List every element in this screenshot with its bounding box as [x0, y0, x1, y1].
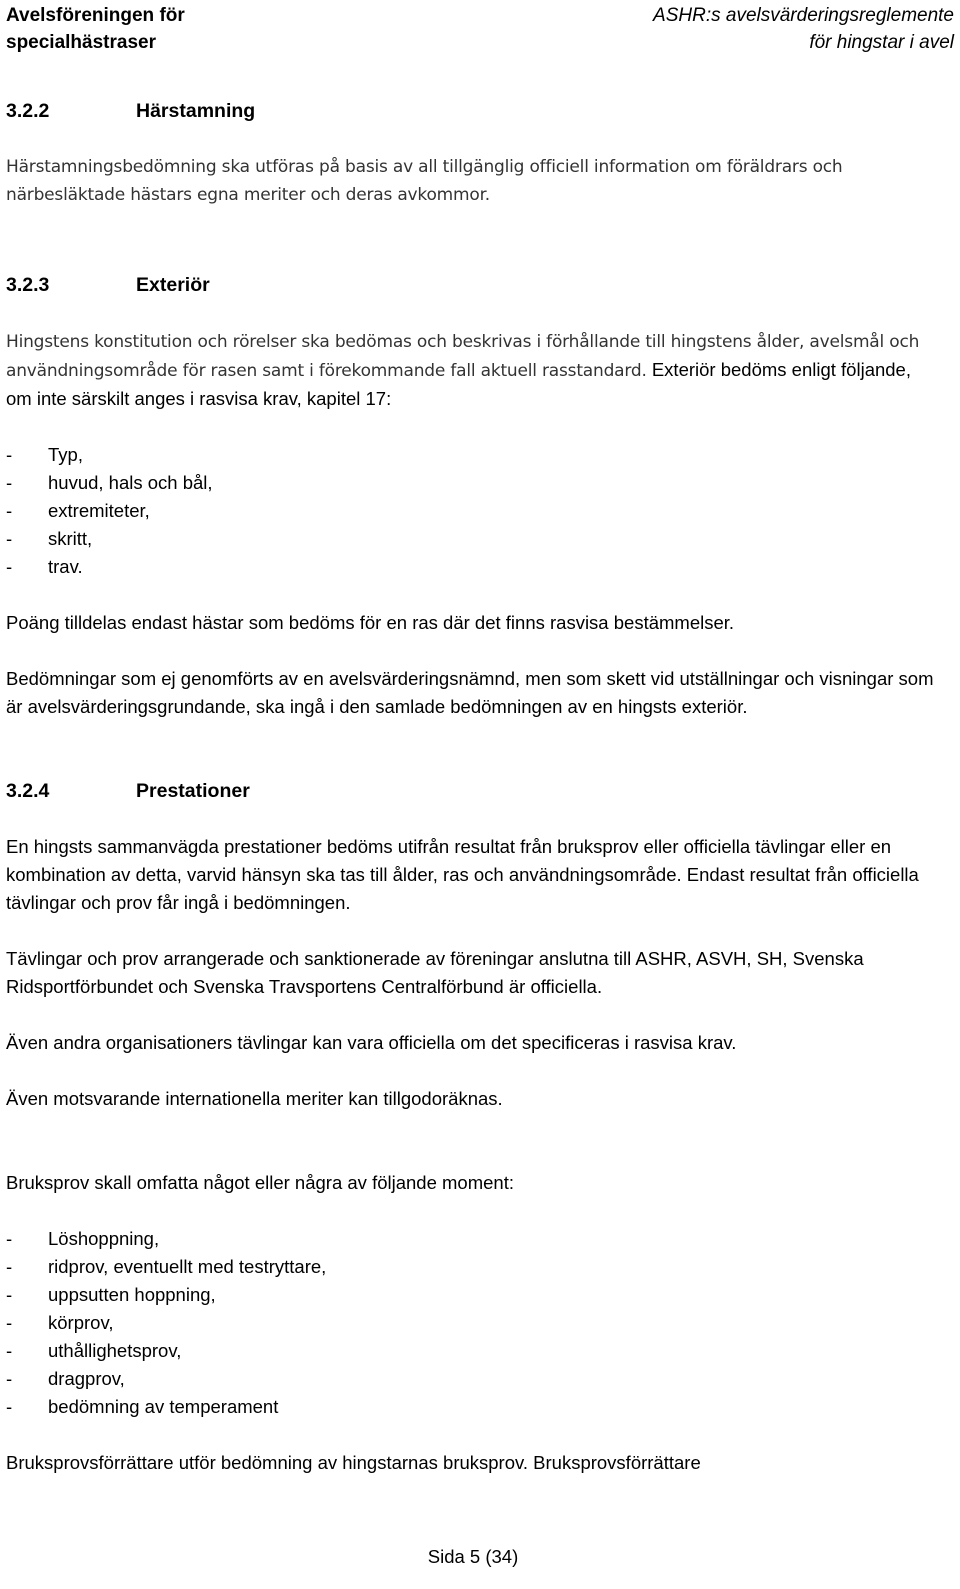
prestationer-paragraph-3: Även andra organisationers tävlingar kan vara officiella om det specificeras i rasvisa krav. — [6, 1032, 737, 1053]
list-item: - skritt, — [6, 528, 93, 549]
exterior-intro-gray-text: Hingstens konstitution och rörelser ska bedömas och beskrivas i förhållande till hingstens ålder, avelsmål och användningsområde för rasen samt i förekommande fall aktuell rasstandard. — [6, 332, 920, 381]
page-footer — [0, 1543, 946, 1571]
list-item: - Typ, — [6, 444, 83, 465]
header-organization — [6, 2, 185, 56]
section-heading-harstamning — [6, 97, 941, 125]
section-title: Prestationer — [136, 780, 250, 802]
list-item: - uppsutten hoppning, — [6, 1284, 216, 1305]
section-heading-prestationer — [6, 777, 941, 805]
page-number: Sida 5 (34) — [427, 1546, 519, 1567]
document-body — [6, 97, 941, 1477]
header-org-line2: specialhästraser — [6, 32, 156, 53]
list-item: - bedömning av temperament — [6, 1396, 279, 1417]
header-doc-line2: för hingstar i avel — [809, 32, 954, 53]
exterior-intro-paragraph — [6, 327, 941, 413]
header-doc-line1: ASHR:s avelsvärderingsreglemente — [653, 5, 954, 26]
bruksprov-moments-list — [6, 1225, 941, 1421]
section-title: Exteriör — [136, 274, 210, 296]
list-item: - dragprov, — [6, 1368, 125, 1389]
exterior-points-paragraph: Poäng tilldelas endast hästar som bedöms för en ras där det finns rasvisa bestämmelser. — [6, 612, 735, 633]
list-item: - körprov, — [6, 1312, 114, 1333]
header-document-title — [653, 2, 954, 56]
list-item: - trav. — [6, 556, 83, 577]
exterior-intro-text: Exteriör bedöms enligt följande, om inte särskilt anges i rasvisa krav, kapitel 17: — [6, 359, 911, 409]
prestationer-paragraph-1: En hingsts sammanvägda prestationer bedöms utifrån resultat från bruksprov eller officiella tävlingar eller en kombination av detta, varvid hänsyn ska tas till ålder, ras och användningsområde. Endast resultat från officiella tävlingar och prov får ingå i bedömningen. — [6, 836, 919, 913]
prestationer-paragraph-4: Även motsvarande internationella meriter kan tillgodoräknas. — [6, 1088, 503, 1109]
section-title: Härstamning — [136, 100, 256, 122]
section-number: 3.2.4 — [6, 780, 50, 802]
exterior-assessments-paragraph: Bedömningar som ej genomförts av en avelsvärderingsnämnd, men som skett vid utställningar och visningar som är avelsvärderingsgrundande, ska ingå i den samlade bedömningen av en hingsts exteriör. — [6, 668, 934, 717]
list-item: - ridprov, eventuellt med testryttare, — [6, 1256, 327, 1277]
list-item: - extremiteter, — [6, 500, 150, 521]
list-item: - huvud, hals och bål, — [6, 472, 213, 493]
exterior-criteria-list — [6, 441, 941, 581]
harstamning-paragraph: Härstamningsbedömning ska utföras på basis av all tillgänglig officiell information om föräldrars och närbesläktade hästars egna meriter och deras avkommor. — [6, 157, 843, 205]
prestationer-paragraph-6: Bruksprovsförrättare utför bedömning av hingstarnas bruksprov. Bruksprovsförrättare — [6, 1452, 701, 1473]
list-item: - uthållighetsprov, — [6, 1340, 182, 1361]
prestationer-paragraph-5: Bruksprov skall omfatta något eller några av följande moment: — [6, 1172, 514, 1193]
section-number: 3.2.2 — [6, 100, 50, 122]
section-number: 3.2.3 — [6, 274, 50, 296]
prestationer-paragraph-2: Tävlingar och prov arrangerade och sanktionerade av föreningar anslutna till ASHR, ASVH, SH, Svenska Ridsportförbundet och Svenska Travsportens Centralförbund är officiella. — [6, 948, 864, 997]
page-header — [6, 2, 954, 56]
header-org-line1: Avelsföreningen för — [6, 5, 185, 26]
list-item: - Löshoppning, — [6, 1228, 160, 1249]
section-heading-exterior — [6, 271, 941, 299]
